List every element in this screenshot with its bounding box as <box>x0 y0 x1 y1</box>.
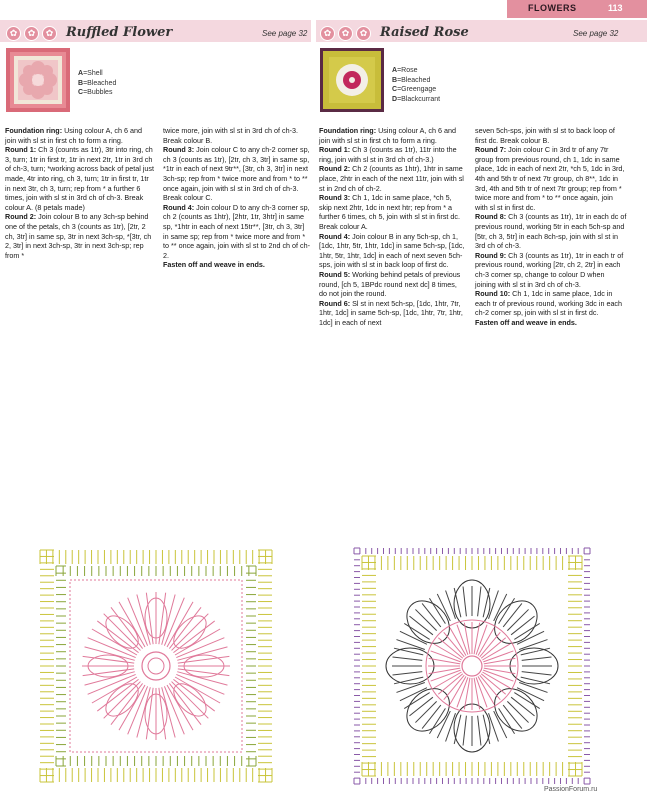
colour-key: A=Shell B=Bleached C=Bubbles <box>78 70 117 96</box>
star-icon: ✿ <box>356 26 371 41</box>
raised-rose-swatch-photo <box>320 48 384 112</box>
difficulty-stars <box>6 23 60 41</box>
ruffled-flower-swatch-photo <box>6 48 70 112</box>
ruffled-flower-instructions-col2: twice more, join with sl st in 3rd ch of ch-3. Break colour B. Round 3: Join colour C to any ch-2 corner sp, ch 3 (counts as 1tr), [2tr, ch 3, 3tr] in same sp, *1tr in each of next 9tr**, [3tr, ch 3, 3tr] in next 3ch-sp; rep from * twice more and from * to ** once again, join with sl st in 3rd ch of ch-3. Break colour C. Round 4: Join colour D to any ch-3 corner sp, ch 2 (counts as 1htr), [2htr, 1tr, 3htr] in same sp, *1htr in each of next 15tr**, [3tr, ch 3, 3tr] in same sp; rep from * twice more and from * to ** once again, join with sl st to 2nd ch of ch-2. Fasten off and weave in ends. <box>163 126 311 270</box>
page-number: 113 <box>608 3 623 13</box>
raised-rose-stitch-chart <box>352 546 592 786</box>
star-icon: ✿ <box>24 26 39 41</box>
raised-rose-instructions-col1: Foundation ring: Using colour A, ch 6 and join with sl st in first ch to form a ring. Round 1: Ch 3 (counts as 1tr), 11tr into the ring, join with sl st in 3rd ch of ch-3.) Round 2: Ch 2 (counts as 1htr), 1htr in same place, 2htr in each of the next 11tr, join with sl st in 2nd ch of ch-2. Round 3: Ch 1, 1dc in same place, *ch 5, skip next 2htr, 1dc in next htr; rep from * a further 6 times, ch 5, join with sl st in first dc. Break colour A. Round 4: Join colour B in any 5ch-sp, ch 1, [1dc, 1htr, 5tr, 1htr, 1dc] in same 5ch-sp, [1dc, 1htr, 5tr, 1htr, 1dc] in each of next seven 5ch-sps, join with sl st in back loop of first dc. Round 5: Working behind petals of previous round, [ch 5, 1BPdc round next dc] 8 times, do not join the round. Round 6: Sl st in next 5ch-sp, [1dc, 1htr, 7tr, 1htr, 1dc] in same 5ch-sp, [1dc, 1htr, 7tr, 1htr, 1dc] in each of next <box>319 126 465 327</box>
star-icon: ✿ <box>42 26 57 41</box>
section-label: FLOWERS <box>528 3 577 13</box>
page-header <box>0 0 647 20</box>
pattern-title: Raised Rose <box>380 25 469 40</box>
star-icon: ✿ <box>6 26 21 41</box>
star-icon: ✿ <box>320 26 335 41</box>
star-icon: ✿ <box>338 26 353 41</box>
difficulty-stars <box>320 23 374 41</box>
colour-key: A=Rose B=Bleached C=Greengage D=Blackcurrant <box>392 67 441 103</box>
watermark: PassionForum.ru <box>544 786 598 793</box>
see-page-ref: See page 32 <box>573 29 619 38</box>
pattern-title: Ruffled Flower <box>66 25 173 40</box>
see-page-ref: See page 32 <box>262 29 308 38</box>
ruffled-flower-stitch-chart <box>36 546 276 786</box>
raised-rose-instructions-col2: seven 5ch-sps, join with sl st to back loop of first dc. Break colour B. Round 7: Join colour C in 3rd tr of any 7tr group from previous round, ch 1, 1dc in same place, 1dc in each of next 2tr, *ch 5, 1dc in 3rd, 4th and 5th tr of next 7tr group, ch 8**, 1dc in 3rd, 4th and 5th tr of next 7tr group; rep from * twice more and from * to ** once again, join with sl st in first dc. Round 8: Ch 3 (counts as 1tr), 1tr in each dc of previous round, working 5tr in each 5ch-sp and [5tr, ch 3, 5tr] in each 8ch-sp, join with sl st in 3rd ch of ch-3. Round 9: Ch 3 (counts as 1tr), 1tr in each tr of previous round, working [2tr, ch 2, 2tr] in each ch-3 corner sp, change to colour D when joining with sl st in 3rd ch of ch-3. Round 10: Ch 1, 1dc in same place, 1dc in each tr of previous round, working 3dc in each ch-2 corner sp, join with sl st in first dc. Fasten off and weave in ends. <box>475 126 627 327</box>
ruffled-flower-instructions-col1: Foundation ring: Using colour A, ch 6 and join with sl st in first ch to form a ring. Round 1: Ch 3 (counts as 1tr), 3tr into ring, ch 3, turn; 1tr in first tr, 1tr in next 2tr, 1tr in 3rd ch of ch-3, turn; *working across back of petal just made, 4tr into ring, ch 3, turn; 1tr in first tr, 1tr in next 3tr, ch 3, turn; rep from * a further 6 times, join with sl st in 3rd ch of ch-3. Break colour A. (8 petals made) Round 2: Join colour B to any 3ch-sp behind one of the petals, ch 3 (counts as 1tr), [2tr, 2 ch, 3tr] in same sp, 3tr in next 3ch-sp, *[3tr, ch 2, 3tr] in next 3ch-sp, 3tr in next 3ch-sp; rep from * <box>5 126 155 260</box>
